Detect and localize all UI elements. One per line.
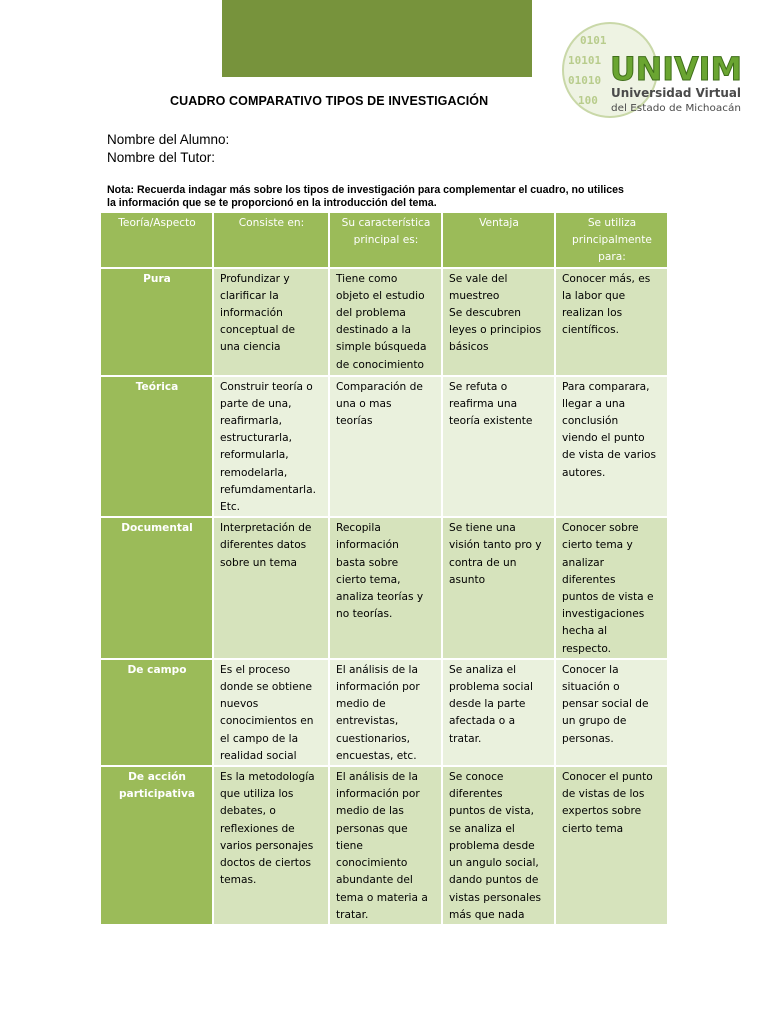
table-cell — [442, 517, 555, 659]
cell-line: diferentes datos — [220, 539, 307, 552]
table-header-row — [100, 212, 668, 268]
table-row — [100, 268, 668, 376]
cell-line: se analiza el — [449, 822, 515, 835]
header-cell-ventaja — [442, 212, 555, 268]
header-cell-aspect — [100, 212, 213, 268]
page-title: CUADRO COMPARATIVO TIPOS DE INVESTIGACIÓN — [170, 94, 489, 108]
cell-line: Conocer sobre — [562, 522, 639, 535]
header-line: principalmente — [572, 234, 652, 247]
cell-line: conceptual de — [220, 324, 295, 337]
cell-line: sobre un tema — [220, 556, 298, 569]
cell-line: conocimientos en — [220, 715, 314, 728]
logo-binary-3: 01010 — [568, 74, 602, 87]
cell-line: realizan los — [562, 307, 623, 320]
cell-line: cierto tema, — [336, 573, 401, 586]
cell-line: Se descubren — [449, 307, 521, 320]
cell-line: situación o — [562, 681, 620, 694]
row-header-pura — [100, 268, 213, 376]
table-cell — [329, 268, 442, 376]
cell-line: autores. — [562, 466, 606, 479]
cell-line: hecha al — [562, 625, 608, 638]
comparison-table — [99, 211, 669, 926]
row-header-line: Teórica — [135, 380, 179, 393]
cell-line: una o mas — [336, 397, 392, 410]
logo-binary-4: 100 — [578, 94, 598, 107]
cell-line: de vista de varios — [562, 449, 657, 462]
cell-line: muestreo — [449, 289, 500, 302]
table-cell — [213, 766, 329, 925]
cell-line: El análisis de la — [336, 771, 418, 784]
cell-line: El análisis de la — [336, 663, 418, 676]
table-cell — [213, 268, 329, 376]
cell-line: Se conoce — [449, 771, 504, 784]
cell-line: Tiene como — [336, 272, 398, 285]
cell-line: información por — [336, 681, 420, 694]
row-header-documental — [100, 517, 213, 659]
table-cell — [555, 268, 668, 376]
table-cell — [555, 517, 668, 659]
cell-line: Comparación de — [336, 380, 423, 393]
table-cell — [213, 517, 329, 659]
cell-line: el campo de la — [220, 732, 299, 745]
cell-line: Se vale del — [449, 272, 508, 285]
table-cell — [329, 376, 442, 518]
cell-line: Interpretación de — [220, 522, 312, 535]
cell-line: contra de un — [449, 556, 517, 569]
cell-line: Conocer la — [562, 663, 619, 676]
cell-line: parte de una, — [220, 397, 292, 410]
cell-line: visión tanto pro y — [449, 539, 542, 552]
table-row — [100, 766, 668, 925]
cell-line: reafirmarla, — [220, 415, 282, 428]
cell-line: vistas personales — [449, 891, 542, 904]
table-cell — [213, 659, 329, 766]
cell-line: reflexiones de — [220, 822, 295, 835]
cell-line: reafirma una — [449, 397, 518, 410]
cell-line: diferentes — [562, 573, 616, 586]
cell-line: teoría existente — [449, 415, 533, 428]
cell-line: viendo el punto — [562, 432, 645, 445]
row-header-line: De acción — [128, 771, 186, 784]
row-header-line: Documental — [121, 522, 193, 535]
cell-line: de vistas de los — [562, 788, 645, 801]
logo-line-2: del Estado de Michoacán — [611, 103, 736, 114]
cell-line: conocimiento — [336, 857, 408, 870]
table-cell — [442, 659, 555, 766]
cell-line: encuestas, etc. — [336, 749, 417, 762]
cell-line: clarificar la — [220, 289, 279, 302]
header-line: Teoría/Aspecto — [118, 217, 196, 229]
cell-line: Se analiza el — [449, 663, 517, 676]
cell-line: diferentes — [449, 788, 503, 801]
table-cell — [213, 376, 329, 518]
cell-line: científicos. — [562, 324, 619, 337]
row-header-line: Pura — [143, 272, 171, 285]
cell-line: un angulo social, — [449, 857, 539, 870]
cell-line: Para comparara, — [562, 380, 650, 393]
cell-line: dando puntos de — [449, 874, 539, 887]
cell-line: problema desde — [449, 839, 535, 852]
cell-line: tratar. — [449, 732, 482, 745]
header-line: Se utiliza — [587, 217, 637, 229]
cell-line: expertos sobre — [562, 805, 642, 818]
header-cell-uso — [555, 212, 668, 268]
header-green-bar — [222, 0, 532, 77]
cell-line: temas. — [220, 874, 257, 887]
cell-line: debates, o — [220, 805, 276, 818]
table-row — [100, 659, 668, 766]
cell-line: puntos de vista e — [562, 591, 654, 604]
tutor-name-label: Nombre del Tutor: — [107, 150, 216, 165]
cell-line: doctos de ciertos — [220, 857, 311, 870]
note-text — [107, 184, 667, 210]
header-line: principal es: — [353, 234, 419, 247]
cell-line: Recopila — [336, 522, 381, 535]
note-line: la información que se te proporcionó en la introducción del tema. — [107, 197, 437, 209]
cell-line: objeto el estudio — [336, 289, 425, 302]
cell-line: puntos de vista, — [449, 805, 535, 818]
cell-line: tema o materia a — [336, 891, 428, 904]
cell-line: simple búsqueda — [336, 341, 427, 354]
header-line: Su característica — [341, 217, 431, 229]
table-cell — [442, 766, 555, 925]
table-cell — [555, 766, 668, 925]
table-cell — [329, 517, 442, 659]
cell-line: basta sobre — [336, 556, 399, 569]
student-name-label: Nombre del Alumno: — [107, 132, 230, 147]
cell-line: analizar — [562, 556, 604, 569]
cell-line: tiene — [336, 839, 363, 852]
header-line: Ventaja — [479, 217, 519, 229]
cell-line: información por — [336, 788, 420, 801]
table-cell — [442, 376, 555, 518]
note-line: Nota: Recuerda indagar más sobre los tipos de investigación para complementar el cuadro, no utilices — [107, 184, 624, 196]
table-row — [100, 517, 668, 659]
cell-line: donde se obtiene — [220, 681, 312, 694]
cell-line: básicos — [449, 341, 489, 354]
cell-line: cierto tema — [562, 822, 624, 835]
cell-line: afectada o a — [449, 715, 516, 728]
univim-logo-graphic — [560, 14, 750, 126]
table-cell — [329, 659, 442, 766]
cell-line: asunto — [449, 573, 486, 586]
cell-line: medio de las — [336, 805, 404, 818]
cell-line: Construir teoría o — [220, 380, 313, 393]
header-line: para: — [598, 251, 626, 264]
header-cell-consiste — [213, 212, 329, 268]
cell-line: destinado a la — [336, 324, 411, 337]
table-cell — [555, 376, 668, 518]
cell-line: Es el proceso — [220, 663, 291, 676]
cell-line: una ciencia — [220, 341, 281, 354]
cell-line: del problema — [336, 307, 406, 320]
cell-line: personas. — [562, 732, 614, 745]
logo-wordmark: UNIVIM — [610, 50, 742, 88]
cell-line: Conocer el punto — [562, 771, 653, 784]
row-header-teorica — [100, 376, 213, 518]
cell-line: Conocer más, es — [562, 272, 651, 285]
cell-line: teorías — [336, 415, 373, 428]
cell-line: refumdamentarla. — [220, 483, 316, 496]
cell-line: remodelarla, — [220, 466, 288, 479]
header-line: Consiste en: — [238, 217, 305, 229]
cell-line: información — [336, 539, 399, 552]
cell-line: estructurarla, — [220, 432, 292, 445]
cell-line: información — [220, 307, 283, 320]
cell-line: Se tiene una — [449, 522, 516, 535]
row-header-de-accion-participativa — [100, 766, 213, 925]
cell-line: no teorías. — [336, 608, 393, 621]
logo-line-1: Universidad Virtual — [611, 86, 741, 100]
cell-line: conclusión — [562, 415, 619, 428]
cell-line: Etc. — [220, 501, 241, 514]
cell-line: investigaciones — [562, 608, 645, 621]
cell-line: la labor que — [562, 289, 626, 302]
cell-line: tratar. — [336, 908, 369, 921]
row-header-de-campo — [100, 659, 213, 766]
cell-line: leyes o principios — [449, 324, 542, 337]
logo-binary-1: 0101 — [580, 34, 607, 47]
cell-line: personas que — [336, 822, 408, 835]
cell-line: más que nada — [449, 908, 525, 921]
cell-line: nuevos — [220, 698, 259, 711]
cell-line: Es la metodología — [220, 771, 315, 784]
cell-line: un grupo de — [562, 715, 627, 728]
row-header-line: De campo — [127, 663, 187, 676]
cell-line: analiza teorías y — [336, 591, 424, 604]
cell-line: problema social — [449, 681, 533, 694]
cell-line: reformularla, — [220, 449, 289, 462]
cell-line: que utiliza los — [220, 788, 294, 801]
student-info — [107, 131, 229, 167]
cell-line: varios personajes — [220, 839, 314, 852]
cell-line: abundante del — [336, 874, 413, 887]
cell-line: realidad social — [220, 749, 297, 762]
cell-line: entrevistas, — [336, 715, 399, 728]
cell-line: medio de — [336, 698, 386, 711]
cell-line: Se refuta o — [449, 380, 508, 393]
row-header-line: participativa — [118, 788, 196, 801]
cell-line: pensar social de — [562, 698, 649, 711]
cell-line: desde la parte — [449, 698, 526, 711]
table-cell — [442, 268, 555, 376]
table-row — [100, 376, 668, 518]
table-cell — [555, 659, 668, 766]
cell-line: respecto. — [562, 642, 612, 655]
cell-line: llegar a una — [562, 397, 626, 410]
cell-line: cuestionarios, — [336, 732, 411, 745]
cell-line: Profundizar y — [220, 272, 290, 285]
cell-line: de conocimiento — [336, 358, 425, 371]
cell-line: cierto tema y — [562, 539, 633, 552]
logo-binary-2: 10101 — [568, 54, 602, 67]
table-cell — [329, 766, 442, 925]
header-cell-caracteristica — [329, 212, 442, 268]
univim-logo — [560, 14, 750, 126]
